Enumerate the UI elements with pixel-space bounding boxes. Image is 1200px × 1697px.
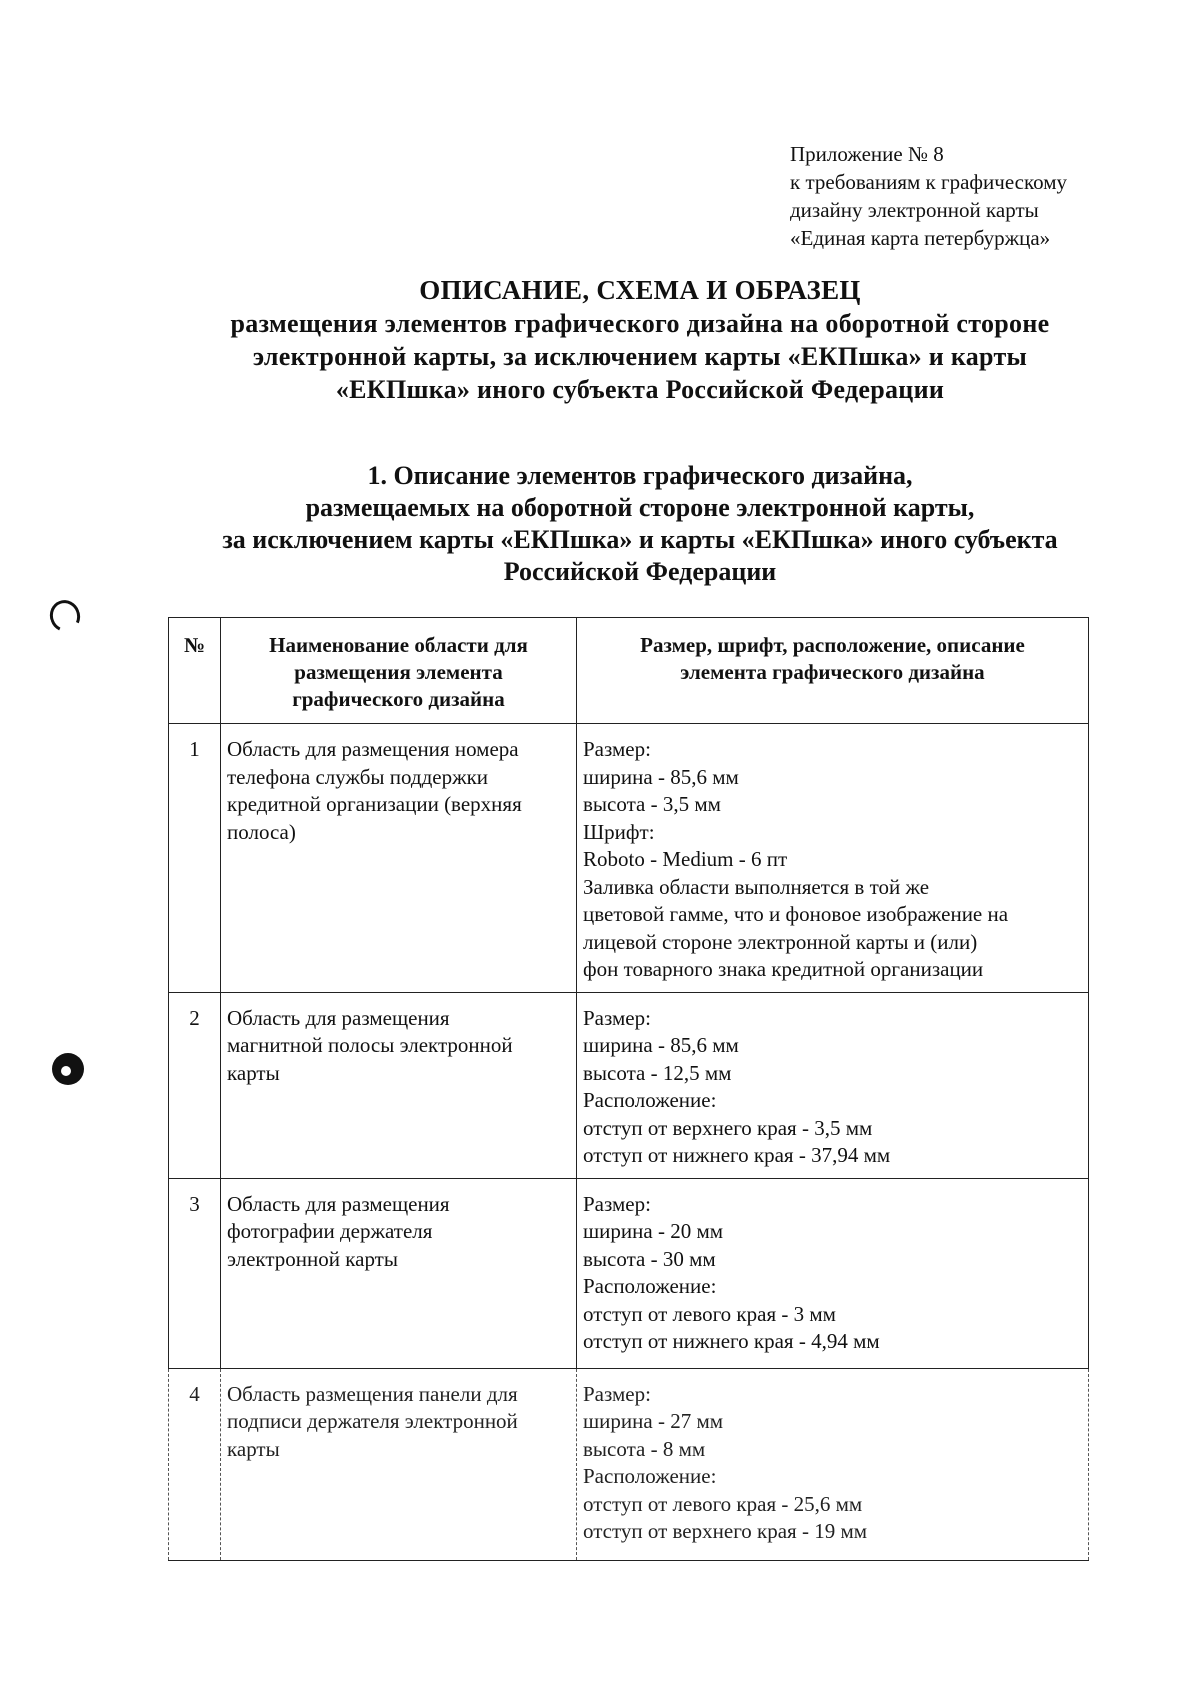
desc-line: отступ от левого края - 3 мм: [583, 1301, 836, 1326]
section-line-2: размещаемых на оборотной стороне электронной карты,: [305, 493, 975, 522]
header-area-line: размещения элемента: [294, 660, 503, 684]
desc-line: фон товарного знака кредитной организации: [583, 957, 984, 981]
row-description: [577, 992, 1089, 1178]
desc-line: ширина - 85,6 мм: [583, 764, 739, 789]
section-heading: [120, 460, 1160, 588]
title-line-4: «ЕКПшка» иного субъекта Российской Федерации: [335, 375, 945, 404]
document-title: [120, 274, 1160, 406]
appendix-note: [790, 140, 1170, 252]
table-header-row: [169, 618, 1089, 724]
desc-line: отступ от верхнего края - 19 мм: [583, 1519, 868, 1543]
appendix-line-3: дизайну электронной карты: [790, 198, 1039, 222]
header-number: №: [169, 618, 221, 724]
desc-line: Шрифт:: [583, 819, 655, 844]
desc-line: Заливка области выполняется в той же: [583, 874, 930, 899]
desc-line: Roboto - Medium - 6 пт: [583, 847, 788, 871]
desc-line: Расположение:: [583, 1274, 717, 1298]
desc-line: ширина - 27 мм: [583, 1409, 724, 1433]
desc-line: отступ от нижнего края - 4,94 мм: [583, 1329, 880, 1353]
desc-line: Расположение:: [583, 1464, 717, 1488]
row-area: [221, 1368, 577, 1560]
desc-line: Размер:: [583, 1005, 651, 1030]
area-line: электронной карты: [227, 1246, 398, 1271]
design-elements-table: [168, 617, 1089, 1561]
section-line-3: за исключением карты «ЕКПшка» и карты «ЕКПшка» иного субъекта: [222, 525, 1058, 554]
section-line-4: Российской Федерации: [503, 557, 777, 586]
area-line: подписи держателя электронной: [227, 1409, 518, 1433]
desc-line: Размер:: [583, 1381, 651, 1406]
desc-line: ширина - 20 мм: [583, 1219, 724, 1243]
area-line: Область для размещения номера: [227, 737, 519, 761]
desc-line: Расположение:: [583, 1088, 717, 1112]
area-line: кредитной организации (верхняя: [227, 792, 522, 816]
row-description: [577, 1178, 1089, 1368]
area-line: Область для размещения: [227, 1005, 450, 1030]
desc-line: ширина - 85,6 мм: [583, 1033, 739, 1057]
row-number: 1: [169, 724, 221, 993]
desc-line: отступ от левого края - 25,6 мм: [583, 1491, 863, 1516]
area-line: телефона службы поддержки: [227, 764, 489, 789]
table-row: [169, 724, 1089, 993]
header-desc-line: элемента графического дизайна: [680, 660, 985, 684]
desc-line: высота - 3,5 мм: [583, 792, 721, 816]
desc-line: высота - 8 мм: [583, 1436, 706, 1461]
section-line-1: 1. Описание элементов графического дизайна,: [367, 461, 913, 490]
punch-hole-mark-bottom: [52, 1053, 84, 1085]
row-description: [577, 1368, 1089, 1560]
row-number: 2: [169, 992, 221, 1178]
title-line-3: электронной карты, за исключением карты «ЕКПшка» и карты: [252, 342, 1028, 371]
appendix-line-1: Приложение № 8: [790, 142, 944, 166]
desc-line: Размер:: [583, 1191, 651, 1216]
header-area: [221, 618, 577, 724]
desc-line: отступ от верхнего края - 3,5 мм: [583, 1115, 873, 1140]
row-number: 3: [169, 1178, 221, 1368]
area-line: фотографии держателя: [227, 1219, 433, 1243]
title-line-2: размещения элементов графического дизайна на оборотной стороне: [230, 309, 1050, 338]
punch-hole-mark-top: [45, 596, 84, 636]
row-number: 4: [169, 1368, 221, 1560]
area-line: полоса): [227, 819, 296, 844]
area-line: Область размещения панели для: [227, 1381, 518, 1406]
desc-line: высота - 12,5 мм: [583, 1060, 732, 1085]
table-row: [169, 1178, 1089, 1368]
area-line: карты: [227, 1436, 280, 1461]
appendix-line-4: «Единая карта петербуржца»: [790, 226, 1051, 250]
area-line: Область для размещения: [227, 1191, 450, 1216]
desc-line: Размер:: [583, 737, 651, 761]
header-description: [577, 618, 1089, 724]
row-area: [221, 992, 577, 1178]
header-area-line: Наименование области для: [269, 633, 528, 657]
row-area: [221, 1178, 577, 1368]
title-line-1: ОПИСАНИЕ, СХЕМА И ОБРАЗЕЦ: [419, 275, 861, 305]
area-line: магнитной полосы электронной: [227, 1033, 513, 1057]
area-line: карты: [227, 1060, 280, 1085]
header-desc-line: Размер, шрифт, расположение, описание: [640, 633, 1025, 657]
table-row: [169, 1368, 1089, 1560]
desc-line: лицевой стороне электронной карты и (или): [583, 929, 978, 954]
row-description: [577, 724, 1089, 993]
desc-line: отступ от нижнего края - 37,94 мм: [583, 1143, 891, 1167]
desc-line: цветовой гамме, что и фоновое изображение на: [583, 902, 1009, 926]
row-area: [221, 724, 577, 993]
desc-line: высота - 30 мм: [583, 1246, 716, 1271]
appendix-line-2: к требованиям к графическому: [790, 170, 1068, 194]
table-row: [169, 992, 1089, 1178]
header-area-line: графического дизайна: [292, 687, 505, 711]
